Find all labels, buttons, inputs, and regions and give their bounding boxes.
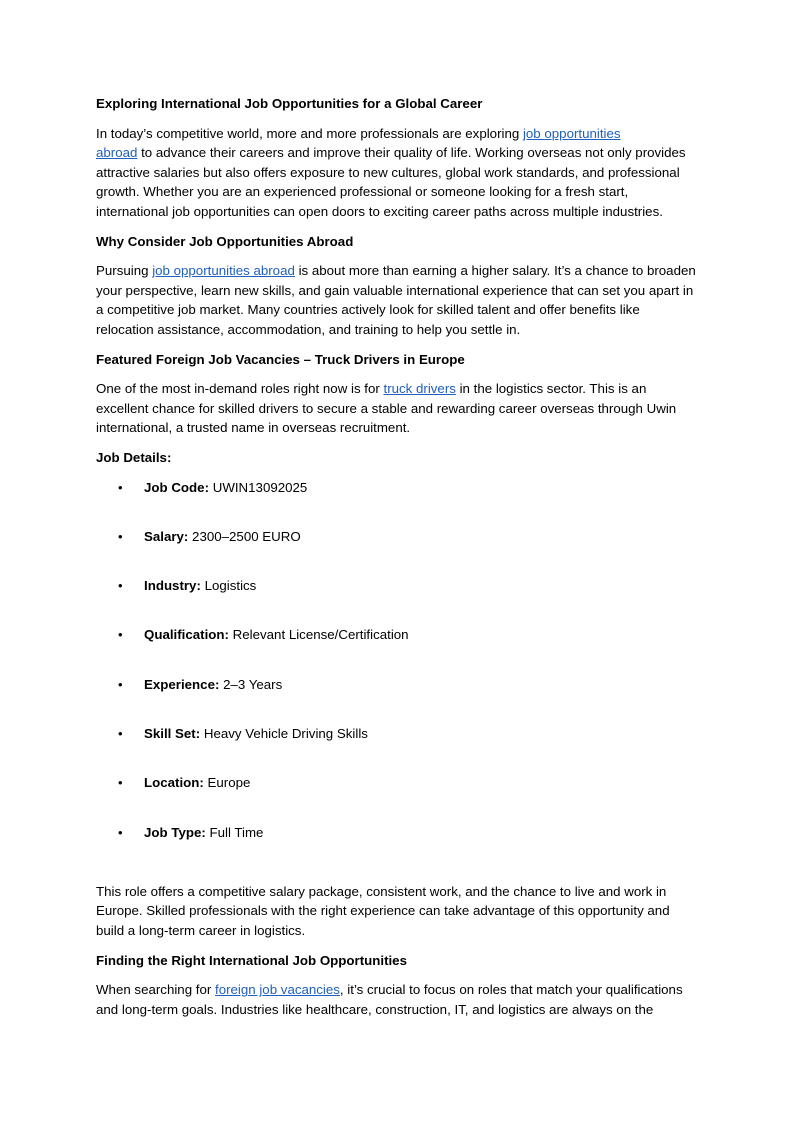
list-item bbox=[96, 527, 698, 576]
why-abroad-text-before: Pursuing bbox=[96, 263, 153, 279]
detail-value: Europe bbox=[203, 775, 251, 791]
detail-label: Experience: bbox=[144, 676, 220, 692]
list-item bbox=[96, 625, 698, 674]
why-abroad-text-after: is about more than earning a higher salary. It’s a chance to broaden your perspective, learn new skills, and gain valuable international experience that can set you apart in a competitive job market. Many countries actively look for skilled talent and offer benefits like relocation assistance, accommodation, and training to help you settle in. bbox=[96, 263, 696, 337]
detail-label: Skill Set: bbox=[144, 725, 201, 741]
detail-label: Job Type: bbox=[144, 824, 206, 840]
detail-label: Salary: bbox=[144, 528, 189, 544]
featured-vacancies-paragraph bbox=[96, 379, 698, 438]
intro-paragraph bbox=[96, 124, 698, 222]
section-heading-featured-vacancies: Featured Foreign Job Vacancies – Truck Drivers in Europe bbox=[96, 351, 465, 367]
bullet-icon: • bbox=[118, 479, 123, 495]
intro-text-before: In today’s competitive world, more and more professionals are exploring bbox=[96, 125, 523, 141]
featured-text-after: in the logistics sector. This is an excellent chance for skilled drivers to secure a stable and rewarding career overseas through Uwin international, a trusted name in overseas recruitment. bbox=[96, 381, 677, 436]
why-abroad-paragraph bbox=[96, 261, 698, 339]
detail-value: Heavy Vehicle Driving Skills bbox=[200, 725, 368, 741]
featured-text-before: One of the most in-demand roles right now is for bbox=[96, 381, 384, 397]
list-item bbox=[96, 675, 698, 724]
detail-value: UWIN13092025 bbox=[209, 479, 308, 495]
finding-jobs-paragraph bbox=[96, 980, 698, 1019]
finding-text-after: , it’s crucial to focus on roles that match your qualifications and long-term goals. Industries like healthcare, construction, IT, and logistics are always on the bbox=[96, 982, 683, 1017]
job-details-list bbox=[96, 478, 698, 872]
detail-value: Relevant License/Certification bbox=[228, 627, 409, 643]
list-item bbox=[96, 724, 698, 773]
detail-value: 2–3 Years bbox=[219, 676, 283, 692]
detail-value: 2300–2500 EURO bbox=[188, 528, 301, 544]
finding-text-before: When searching for bbox=[96, 982, 215, 998]
list-item bbox=[96, 823, 698, 872]
link-text-line1: job opportunities bbox=[522, 125, 621, 141]
bullet-icon: • bbox=[118, 824, 123, 840]
section-heading-finding-jobs: Finding the Right International Job Opportunities bbox=[96, 952, 407, 968]
job-opportunities-abroad-link-2[interactable]: job opportunities abroad bbox=[152, 263, 295, 279]
bullet-icon: • bbox=[118, 775, 123, 791]
detail-label: Industry: bbox=[144, 578, 201, 594]
bullet-icon: • bbox=[118, 528, 123, 544]
foreign-job-vacancies-link[interactable]: foreign job vacancies bbox=[215, 982, 340, 998]
job-details-heading: Job Details: bbox=[96, 449, 172, 465]
list-item bbox=[96, 773, 698, 822]
bullet-icon: • bbox=[118, 676, 123, 692]
detail-label: Job Code: bbox=[144, 479, 210, 495]
detail-label: Location: bbox=[144, 775, 204, 791]
detail-value: Full Time bbox=[205, 824, 264, 840]
bullet-icon: • bbox=[118, 627, 123, 643]
detail-value: Logistics bbox=[200, 578, 257, 594]
truck-drivers-link[interactable]: truck drivers bbox=[383, 381, 456, 397]
closing-paragraph: This role offers a competitive salary package, consistent work, and the chance to live and work in Europe. Skilled professionals with the right experience can take advantage of this opportunity and build a long-term career in logistics. bbox=[96, 883, 670, 939]
section-heading-why-abroad: Why Consider Job Opportunities Abroad bbox=[96, 233, 354, 249]
bullet-icon: • bbox=[118, 578, 123, 594]
list-item bbox=[96, 576, 698, 625]
detail-label: Qualification: bbox=[144, 627, 229, 643]
intro-text-after: to advance their careers and improve their quality of life. Working overseas not only provides attractive salaries but also offers exposure to new cultures, global work standards, and professional growth. Whether you are an experienced professional or someone looking for a fresh start, international job opportunities can open doors to exciting career paths across multiple industries. bbox=[96, 145, 686, 219]
list-item bbox=[96, 478, 698, 527]
bullet-icon: • bbox=[118, 725, 123, 741]
link-text-line2: abroad bbox=[96, 145, 138, 161]
document-title: Exploring International Job Opportunities for a Global Career bbox=[96, 96, 483, 111]
